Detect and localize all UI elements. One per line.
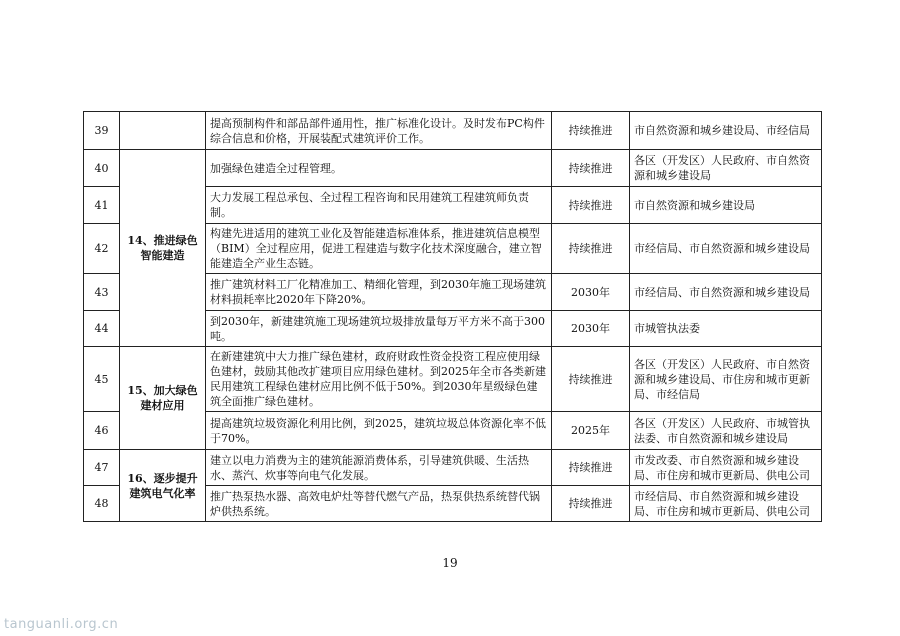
task-description: 提高建筑垃圾资源化利用比例，到2025，建筑垃圾总体资源化率不低于70%。 <box>206 412 552 450</box>
task-description: 建立以电力消费为主的建筑能源消费体系，引导建筑供暖、生活热水、蒸汽、炊事等向电气化发展。 <box>206 450 552 486</box>
responsible-department: 各区（开发区）人民政府、市自然资源和城乡建设局、市住房和城市更新局、市经信局 <box>630 347 822 412</box>
task-description: 在新建建筑中大力推广绿色建材，政府财政性资金投资工程应使用绿色建材，鼓励其他改扩建项目应用绿色建材。到2025年全市各类新建民用建筑工程绿色建材应用比例不低于50%。到2030年星级绿色建筑全面推广绿色建材。 <box>206 347 552 412</box>
table-row <box>84 450 822 486</box>
category-cell-empty <box>120 112 206 150</box>
row-number: 45 <box>84 347 120 412</box>
row-number: 39 <box>84 112 120 150</box>
row-number: 46 <box>84 412 120 450</box>
row-number: 48 <box>84 486 120 522</box>
row-number: 44 <box>84 311 120 347</box>
time-limit: 持续推进 <box>552 150 630 187</box>
table-row <box>84 150 822 187</box>
task-description: 推广热泵热水器、高效电炉灶等替代燃气产品，热泵供热系统替代锅炉供热系统。 <box>206 486 552 522</box>
page-number: 19 <box>442 556 458 570</box>
time-limit: 持续推进 <box>552 187 630 224</box>
category-cell: 15、加大绿色建材应用 <box>120 347 206 450</box>
task-description: 构建先进适用的建筑工业化及智能建造标准体系，推进建筑信息模型（BIM）全过程应用，促进工程建造与数字化技术深度融合，建立智能建造全产业生态链。 <box>206 224 552 274</box>
time-limit: 持续推进 <box>552 224 630 274</box>
task-table <box>83 111 822 522</box>
responsible-department: 市城管执法委 <box>630 311 822 347</box>
time-limit: 2030年 <box>552 274 630 311</box>
time-limit: 持续推进 <box>552 450 630 486</box>
table-row <box>84 112 822 150</box>
time-limit: 持续推进 <box>552 112 630 150</box>
row-number: 40 <box>84 150 120 187</box>
responsible-department: 各区（开发区）人民政府、市自然资源和城乡建设局 <box>630 150 822 187</box>
row-number: 41 <box>84 187 120 224</box>
category-cell: 14、推进绿色智能建造 <box>120 150 206 347</box>
responsible-department: 市自然资源和城乡建设局 <box>630 187 822 224</box>
task-description: 提高预制构件和部品部件通用性，推广标准化设计。及时发布PC构件综合信息和价格，开展装配式建筑评价工作。 <box>206 112 552 150</box>
responsible-department: 市自然资源和城乡建设局、市经信局 <box>630 112 822 150</box>
task-description: 大力发展工程总承包、全过程工程咨询和民用建筑工程建筑师负责制。 <box>206 187 552 224</box>
task-description: 推广建筑材料工厂化精准加工、精细化管理，到2030年施工现场建筑材料损耗率比2020年下降20%。 <box>206 274 552 311</box>
watermark-text: tanguanli.org.cn <box>4 617 119 632</box>
time-limit: 持续推进 <box>552 486 630 522</box>
task-description: 加强绿色建造全过程管理。 <box>206 150 552 187</box>
row-number: 47 <box>84 450 120 486</box>
task-description: 到2030年，新建建筑施工现场建筑垃圾排放量每万平方米不高于300吨。 <box>206 311 552 347</box>
table-row <box>84 347 822 412</box>
responsible-department: 市经信局、市自然资源和城乡建设局 <box>630 224 822 274</box>
time-limit: 2030年 <box>552 311 630 347</box>
row-number: 43 <box>84 274 120 311</box>
responsible-department: 各区（开发区）人民政府、市城管执法委、市自然资源和城乡建设局 <box>630 412 822 450</box>
responsible-department: 市经信局、市自然资源和城乡建设局 <box>630 274 822 311</box>
responsible-department: 市发改委、市自然资源和城乡建设局、市住房和城市更新局、供电公司 <box>630 450 822 486</box>
time-limit: 持续推进 <box>552 347 630 412</box>
time-limit: 2025年 <box>552 412 630 450</box>
responsible-department: 市经信局、市自然资源和城乡建设局、市住房和城市更新局、供电公司 <box>630 486 822 522</box>
category-cell: 16、逐步提升建筑电气化率 <box>120 450 206 522</box>
row-number: 42 <box>84 224 120 274</box>
